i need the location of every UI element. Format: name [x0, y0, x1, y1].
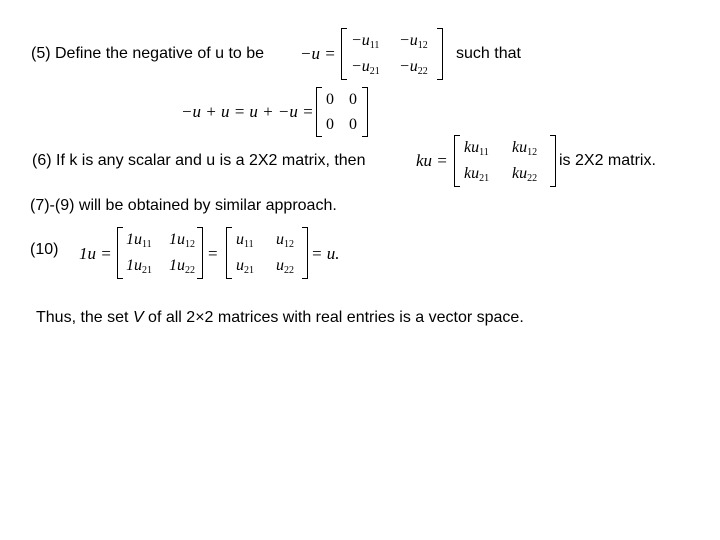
matrix-cell: $-u_{12}$ [399, 32, 428, 51]
matrix-cell: $1u_{12}$ [169, 231, 195, 250]
matrix-cell: $1u_{21}$ [126, 257, 152, 276]
conclusion-text [36, 308, 524, 328]
u-matrix [226, 227, 308, 279]
matrix-cell: $ku_{12}$ [512, 139, 538, 158]
matrix-cell: $-u_{21}$ [351, 58, 380, 77]
such-that-text: such that [456, 45, 521, 62]
vector-space-symbol: V [132, 309, 144, 326]
matrix-cell: $-u_{11}$ [351, 32, 380, 51]
matrix-cell: 0 [326, 116, 334, 133]
matrix-cell: $ku_{11}$ [464, 139, 489, 158]
matrix-cell: $ku_{22}$ [512, 165, 538, 184]
additive-inverse-equation: −u + u = u + −u = [181, 102, 314, 121]
is-2x2-text: is 2X2 matrix. [559, 152, 656, 169]
ku-matrix [454, 135, 556, 187]
1u-matrix [117, 227, 203, 279]
item-7-9-text: (7)-(9) will be obtained by similar approach. [30, 197, 337, 214]
equals-u-tail: = u. [311, 244, 340, 263]
neg-u-matrix [341, 28, 443, 80]
matrix-cell: 0 [326, 91, 334, 108]
matrix-cell: $ku_{21}$ [464, 165, 490, 184]
matrix-cell: $u_{12}$ [276, 231, 294, 250]
item-10-label: (10) [30, 241, 59, 258]
ku-lhs: ku = [416, 151, 448, 170]
conclusion-pre: Thus, the set [36, 309, 133, 326]
equals-sign: = [208, 244, 218, 263]
matrix-cell: $u_{21}$ [236, 257, 254, 276]
matrix-cell: 0 [349, 116, 357, 133]
neg-u-lhs: −u = [300, 44, 336, 63]
matrix-cell: $1u_{22}$ [169, 257, 195, 276]
conclusion-post: of all 2×2 matrices with real entries is a vector space. [143, 309, 524, 326]
matrix-cell: $u_{11}$ [236, 231, 254, 250]
matrix-cell: $u_{22}$ [276, 257, 294, 276]
item-6-text: (6) If k is any scalar and u is a 2X2 matrix, then [32, 152, 366, 169]
matrix-cell: $1u_{11}$ [126, 231, 152, 250]
matrix-cell: 0 [349, 91, 357, 108]
zero-matrix [316, 87, 368, 137]
matrix-cell: $-u_{22}$ [399, 58, 428, 77]
1u-lhs: 1u = [79, 244, 112, 263]
item-5-text: (5) Define the negative of u to be [31, 45, 265, 62]
